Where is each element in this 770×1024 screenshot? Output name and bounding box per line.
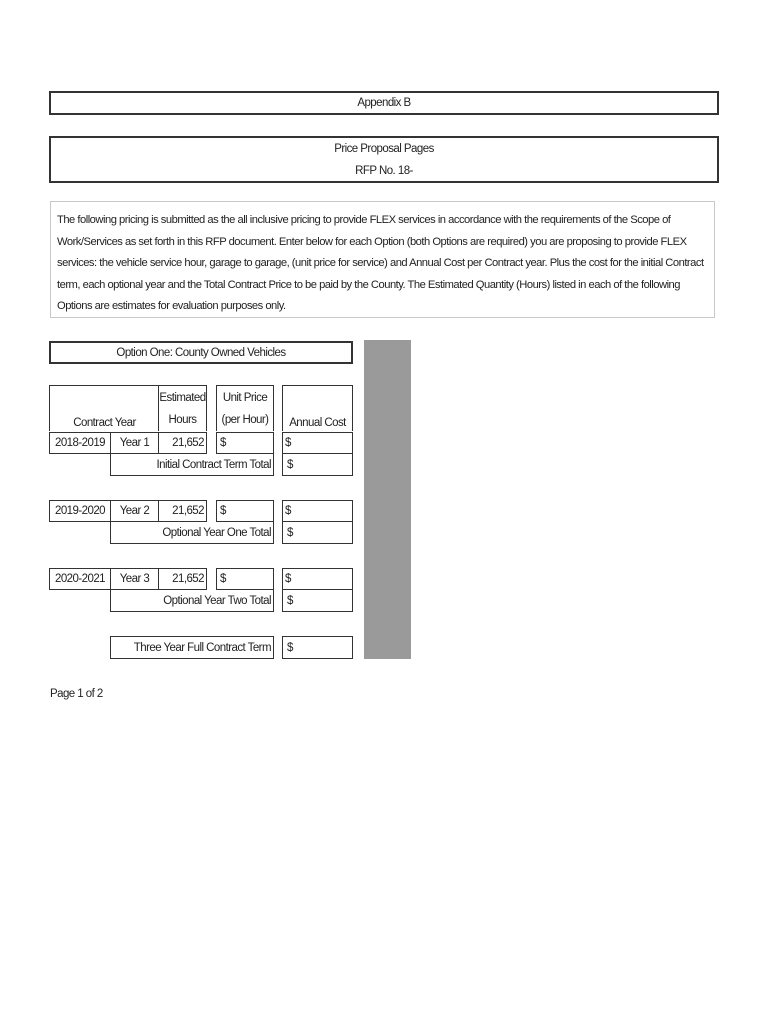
row3-hours bbox=[158, 568, 207, 590]
row1-total-field[interactable] bbox=[282, 454, 353, 476]
grand-total-field[interactable] bbox=[282, 636, 353, 659]
intro-text: The following pricing is submitted as the all inclusive pricing to provide FLEX services in accordance with the requirements of the Scope of Work/Services as set forth in this RFP document. Enter below for each Option (both Options are required) you are proposing to provide FLEX services: the vehicle service hour, garage to garage, (unit price for service) and Annual Cost per Contract year. Plus the cost for the initial Contract term, each optional year and the Total Contract Price to be paid by the County. The Estimated Quantity (Hours) listed in each of the following Options are estimates for evaluation purposes only. bbox=[57, 214, 704, 312]
row3-year-text: Year 3 bbox=[119, 573, 150, 585]
row2-total-label-text: Optional Year One Total bbox=[162, 526, 271, 539]
row2-total-text: $ bbox=[287, 526, 293, 539]
header-estimated-label: Estimated bbox=[159, 391, 206, 404]
row1-unit-price-field[interactable] bbox=[216, 432, 274, 454]
page-number-text: Page 1 of 2 bbox=[50, 688, 103, 700]
header-hours-label: Hours bbox=[168, 413, 197, 426]
intro-paragraph bbox=[50, 201, 715, 318]
row2-hours bbox=[158, 500, 207, 522]
row3-annual-text: $ bbox=[285, 573, 291, 585]
row2-period-text: 2019-2020 bbox=[54, 505, 106, 517]
proposal-header bbox=[49, 136, 719, 183]
row1-period bbox=[49, 432, 110, 454]
row3-unit-text: $ bbox=[220, 573, 226, 585]
option-title: Option One: County Owned Vehicles bbox=[116, 346, 286, 359]
header-unit-price-label: Unit Price bbox=[222, 391, 268, 404]
row3-total-label bbox=[110, 590, 274, 612]
gray-side-panel bbox=[364, 340, 411, 659]
row2-year-text: Year 2 bbox=[119, 505, 150, 517]
row3-total-label-text: Optional Year Two Total bbox=[163, 594, 271, 607]
row3-period-text: 2020-2021 bbox=[54, 573, 106, 585]
grand-total-label bbox=[110, 636, 274, 659]
row2-year bbox=[110, 500, 158, 522]
row1-period-text: 2018-2019 bbox=[54, 437, 106, 449]
page-number bbox=[50, 684, 103, 704]
row3-total-field[interactable] bbox=[282, 590, 353, 612]
row1-year-text: Year 1 bbox=[119, 437, 150, 449]
row3-period bbox=[49, 568, 110, 590]
row1-total-label-text: Initial Contract Term Total bbox=[156, 458, 271, 471]
header-annual-cost-label: Annual Cost bbox=[289, 417, 346, 429]
row2-total-field[interactable] bbox=[282, 522, 353, 544]
row3-annual-cost-field[interactable] bbox=[282, 568, 353, 590]
option-title-box bbox=[49, 341, 353, 364]
row1-year bbox=[110, 432, 158, 454]
proposal-title: Price Proposal Pages bbox=[334, 142, 434, 155]
rfp-number: RFP No. 18- bbox=[355, 164, 413, 177]
row1-annual-text: $ bbox=[285, 437, 291, 449]
row2-hours-text: 21,652 bbox=[172, 505, 204, 517]
row2-annual-cost-field[interactable] bbox=[282, 500, 353, 522]
grand-total-value: $ bbox=[287, 641, 293, 654]
header-annual-cost bbox=[282, 385, 353, 431]
row3-total-text: $ bbox=[287, 594, 293, 607]
header-unit-price bbox=[216, 385, 274, 431]
row1-hours bbox=[158, 432, 207, 454]
appendix-header bbox=[49, 91, 719, 115]
row3-hours-text: 21,652 bbox=[172, 573, 204, 585]
appendix-title: Appendix B bbox=[357, 97, 411, 109]
row1-total-label bbox=[110, 454, 274, 476]
header-contract-year bbox=[49, 385, 159, 431]
row2-total-label bbox=[110, 522, 274, 544]
row2-unit-price-field[interactable] bbox=[216, 500, 274, 522]
row3-unit-price-field[interactable] bbox=[216, 568, 274, 590]
header-per-hour-label: (per Hour) bbox=[221, 413, 269, 426]
row1-total-text: $ bbox=[287, 458, 293, 471]
grand-total-label-text: Three Year Full Contract Term bbox=[133, 641, 271, 654]
row3-year bbox=[110, 568, 158, 590]
row1-unit-text: $ bbox=[220, 437, 226, 449]
header-contract-year-label: Contract Year bbox=[73, 417, 136, 429]
row1-annual-cost-field[interactable] bbox=[282, 432, 353, 454]
row2-unit-text: $ bbox=[220, 505, 226, 517]
row1-hours-text: 21,652 bbox=[172, 437, 204, 449]
header-estimated-hours bbox=[158, 385, 207, 431]
row2-annual-text: $ bbox=[285, 505, 291, 517]
row2-period bbox=[49, 500, 110, 522]
